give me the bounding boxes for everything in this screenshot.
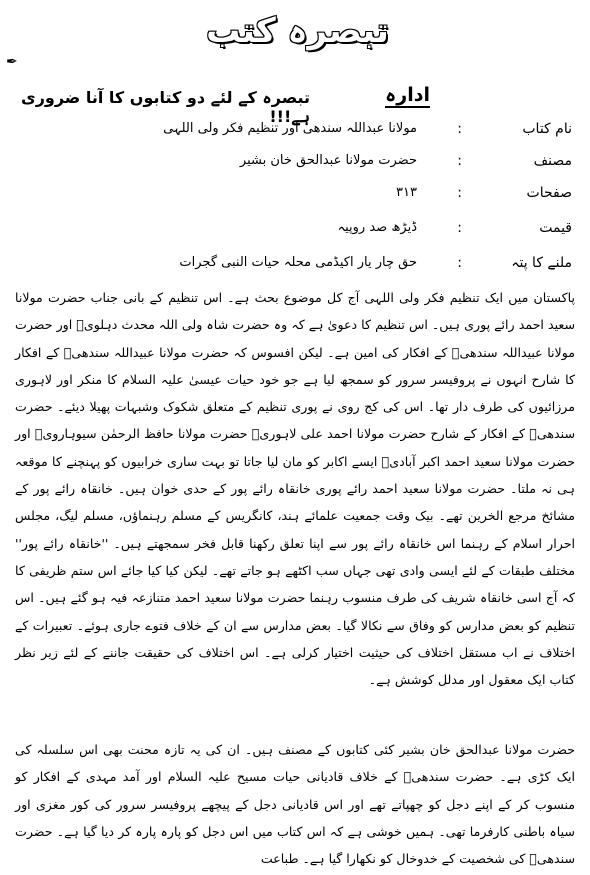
colon: : <box>457 121 462 137</box>
colon: : <box>457 255 462 271</box>
author-row <box>12 153 572 179</box>
book-title-label: نام کتاب <box>522 121 572 137</box>
book-title-value: مولانا عبداللہ سندھی اور تنظیم فکر ولی اللہی <box>163 121 417 136</box>
colon: : <box>457 185 462 201</box>
colon: : <box>457 153 462 169</box>
section-banner: تبصرہ کتب <box>206 11 389 51</box>
review-paragraph-1: پاکستان میں ایک تنظیم فکر ولی اللہی آج کل موضوع بحث ہے۔ اس تنظیم کے بانی جناب حضرت مولانا سعید احمد رائے پوری ہیں۔ اس تنظیم کا دعویٰ ہے کہ وہ حضرت شاہ ولی اللہ محدث دہلویؒ اور حضرت مولانا عبیداللہ سندھیؒ کے افکار کی امین ہے۔ لیکن افسوس کہ حضرت مولانا عبیداللہ سندھیؒ کے افکار کا شارح انہوں نے پروفیسر سرور کو سمجھ لیا ہے جو خود حیات عیسیٰ علیہ السلام کا منکر اور لاہوری مرزائیوں کی طرف دار تھا۔ اس کی کج روی نے پوری تنظیم کے متعلق شکوک وشبہات پھیلا دیئے۔ حضرت سندھیؒ کے افکار کے شارح حضرت مولانا احمد علی لاہوریؒ حضرت مولانا حافظ الرحمٰن سیوہارویؒ اور حضرت مولانا سعید احمد اکبر آبادیؒ ایسے اکابر کو مان لیا جاتا تو بہت ساری خرابیوں کو پہنچنے کا موقعہ ہی نہ ملتا۔ حضرت مولانا سعید احمد رائے پوری خانقاہ رائے پور کے حدی خوان ہیں۔ خانقاہ رائے پور کے مشائخ مرجع الخرین تھے۔ بیک وقت جمعیت علمائے ہند، کانگریس کے مسلم رہنماؤں، مسلم لیگ، مجلس احرار اسلام کے رہنما اس خانقاہ رائے پور سے اپنا تعلق رکھنا قابل فخر سمجھتے ہیں۔ ''خانقاہ رائے پور'' مختلف طبقات کے لئے ایسی وادی تھی جہاں سب اکٹھے ہو جاتے تھے۔ لیکن کیا کیا جائے اس ستم ظریفی کا کہ آج اسی خانقاہ شریف کی طرف منسوب رہنما حضرت مولانا سعید احمد متنازعہ فیہ ہو گئے ہیں۔ اس تنظیم کو بعض مدارس کو وفاق سے نکالا گیا۔ بعض مدارس سے ان کے خلاف فتوے جاری ہوئے۔ تعبیرات کے اختلاف نے اب مستقل اختلاف کی حیثیت اختیار کرلی ہے۔ اس اختلاف کی حقیقت جاننے کے لئے زیر نظر کتاب ایک معقول اور مدلل کوشش ہے۔ <box>15 290 575 688</box>
review-paragraph-2: حضرت مولانا عبدالحق خان بشیر کئی کتابوں کے مصنف ہیں۔ ان کی یہ تازہ محنت بھی اس سلسلہ کی ایک کڑی ہے۔ حضرت سندھیؒ کے خلاف قادیانی حیات مسیح علیہ السلام اور آمد مہدی کے افکار کو منسوب کر کے اپنے دجل کو چھپاتے تھے اور اس قادیانی دجل کے پیچھے پروفیسر سرور کی کور مغزی اور سیاہ باطنی کارفرما تھی۔ ہمیں خوشی ہے کہ اس کتاب میں اس دجل کو پارہ پارہ کر دیا گیا ہے۔ حضرت سندھیؒ کی شخصیت کے خدوخال کو نکھارا گیا ہے۔ طباعت <box>15 742 575 867</box>
address-row <box>12 255 572 281</box>
section-author: ادارہ <box>385 84 430 106</box>
price-value: ڈیڑھ صد روپیہ <box>337 220 417 235</box>
price-row <box>12 220 572 246</box>
colon: : <box>457 220 462 236</box>
price-label: قیمت <box>539 220 572 236</box>
pages-row <box>12 185 572 211</box>
author-label: مصنف <box>533 153 572 169</box>
pen-icon: ✒ <box>6 54 18 70</box>
pages-label: صفحات <box>526 185 572 201</box>
submission-note: تبصرہ کے لئے دو کتابوں کا آنا ضروری ہے!!! <box>21 88 310 126</box>
book-title-row <box>12 121 572 147</box>
pages-value: ۳۱۳ <box>396 185 417 200</box>
author-value: حضرت مولانا عبدالحق خان بشیر <box>239 153 417 168</box>
address-label: ملنے کا پتہ <box>511 255 572 271</box>
address-value: حق چار یار اکیڈمی محلہ حیات النبی گجرات <box>179 255 417 270</box>
